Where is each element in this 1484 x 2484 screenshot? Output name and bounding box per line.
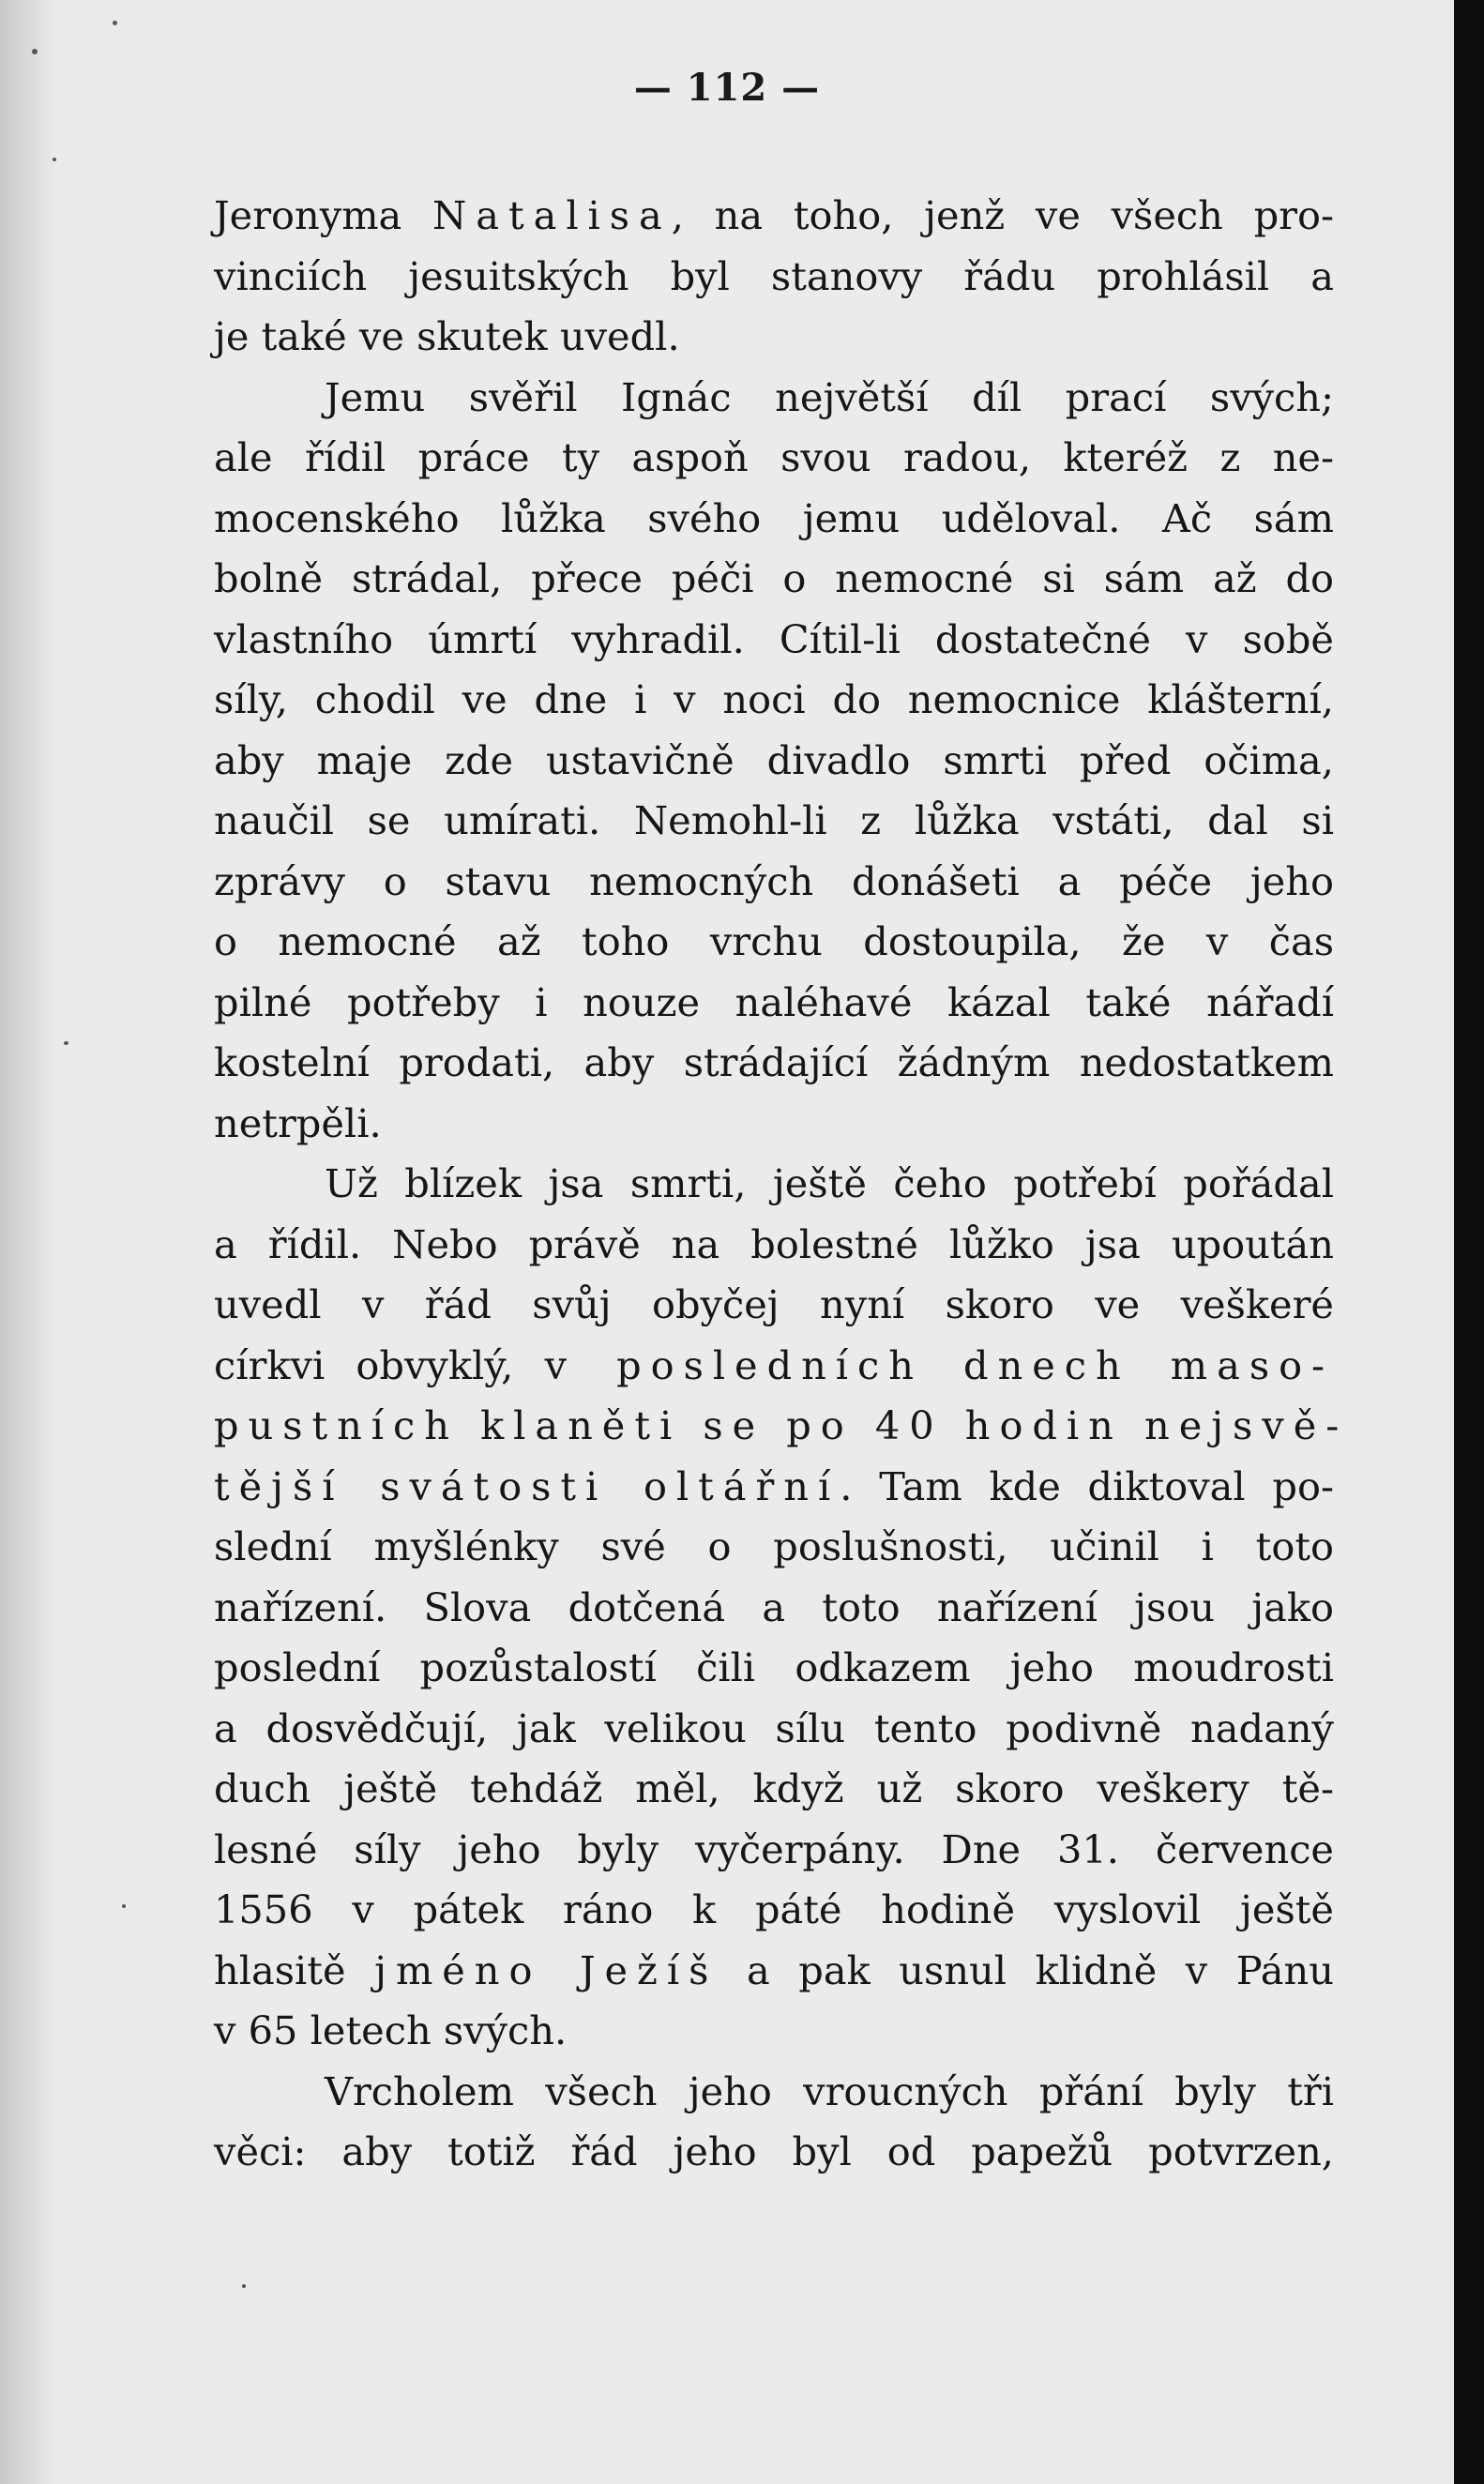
- text-line: a dosvědčují, jak velikou sílu tento podivně nadaný: [214, 1704, 1334, 1751]
- text-line: uvedl v řád svůj obyčej nyní skoro ve veškeré: [214, 1281, 1334, 1327]
- text-line: hlasitě jméno Ježíš a pak usnul klidně v Pánu: [214, 1946, 1334, 1993]
- text-line: [214, 1396, 1349, 1457]
- page-number: — 112 —: [633, 66, 821, 110]
- text-line: v 65 letech svých.: [214, 2007, 568, 2053]
- paper-speck: [242, 2284, 246, 2288]
- text-line: nařízení. Slova dotčená a toto nařízení jsou jako: [214, 1583, 1334, 1630]
- text-line: Vrcholem všech jeho vroucných přání byly tři: [325, 2067, 1334, 2114]
- text-line: slední myšlénky své o poslušnosti, učinil i toto: [214, 1523, 1334, 1569]
- spaced-emphasis: v posledních dnech maso-: [544, 1341, 1335, 1388]
- text-line: aby maje zde ustavičně divadlo smrti před očima,: [214, 736, 1334, 783]
- spaced-emphasis: Natalisa: [432, 192, 672, 238]
- text-line: bolně strádal, přece péči o nemocné si sám až do: [214, 555, 1334, 601]
- text-line: mocenského lůžka svého jemu uděloval. Ač sám: [214, 494, 1334, 541]
- text-line: síly, chodil ve dne i v noci do nemocnice klášterní,: [214, 676, 1334, 722]
- text-line: je také ve skutek uvedl.: [214, 313, 680, 359]
- text-line: Jeronyma Natalisa, na toho, jenž ve všech pro-: [214, 192, 1334, 238]
- text-line: o nemocné až toho vrchu dostoupila, že v čas: [214, 918, 1334, 964]
- text-line: vlastního úmrtí vyhradil. Cítil-li dostatečné v sobě: [214, 615, 1334, 662]
- text-line: 1556 v pátek ráno k páté hodině vyslovil ještě: [214, 1886, 1334, 1932]
- text-line: zprávy o stavu nemocných donášeti a péče jeho: [214, 857, 1334, 904]
- text-line: a řídil. Nebo právě na bolestné lůžko jsa upoután: [214, 1220, 1334, 1267]
- paper-speck: [32, 49, 38, 54]
- text-line: vinciích jesuitských byl stanovy řádu prohlásil a: [214, 252, 1334, 299]
- text-line: církvi obvyklý, v posledních dnech maso-: [214, 1341, 1335, 1388]
- spaced-emphasis: tější svátosti oltářní: [214, 1462, 840, 1509]
- paper-speck: [122, 1904, 126, 1908]
- text-line: Jemu svěřil Ignác největší díl prací svých;: [325, 373, 1334, 420]
- text-line: lesné síly jeho byly vyčerpány. Dne 31. července: [214, 1825, 1334, 1872]
- text-line: Už blízek jsa smrti, ještě čeho potřebí pořádal: [325, 1160, 1334, 1206]
- body-text: [214, 186, 1349, 2183]
- scan-border: [1454, 0, 1484, 2484]
- paper-speck: [113, 21, 117, 25]
- text-line: kostelní prodati, aby strádající žádným nedostatkem: [214, 1039, 1334, 1085]
- text-line: poslední pozůstalostí čili odkazem jeho moudrosti: [214, 1644, 1334, 1690]
- spaced-emphasis: jméno Ježíš: [374, 1946, 719, 1993]
- paper-speck: [64, 1041, 68, 1045]
- text-line: věci: aby totiž řád jeho byl od papežů potvrzen,: [214, 2128, 1334, 2174]
- text-line: pilné potřeby i nouze naléhavé kázal také nářadí: [214, 978, 1334, 1025]
- text-line: naučil se umírati. Nemohl-li z lůžka vstáti, dal si: [214, 797, 1334, 843]
- text-line: netrpěli.: [214, 1099, 382, 1146]
- paper-speck: [53, 158, 56, 161]
- spaced-emphasis: pustních klaněti se po 40 hodin nejsvě-: [214, 1402, 1349, 1448]
- text-line: tější svátosti oltářní. Tam kde diktoval po-: [214, 1462, 1334, 1509]
- text-line: ale řídil práce ty aspoň svou radou, kteréž z ne-: [214, 434, 1334, 480]
- text-line: duch ještě tehdáž měl, když už skoro veškery tě-: [214, 1765, 1334, 1811]
